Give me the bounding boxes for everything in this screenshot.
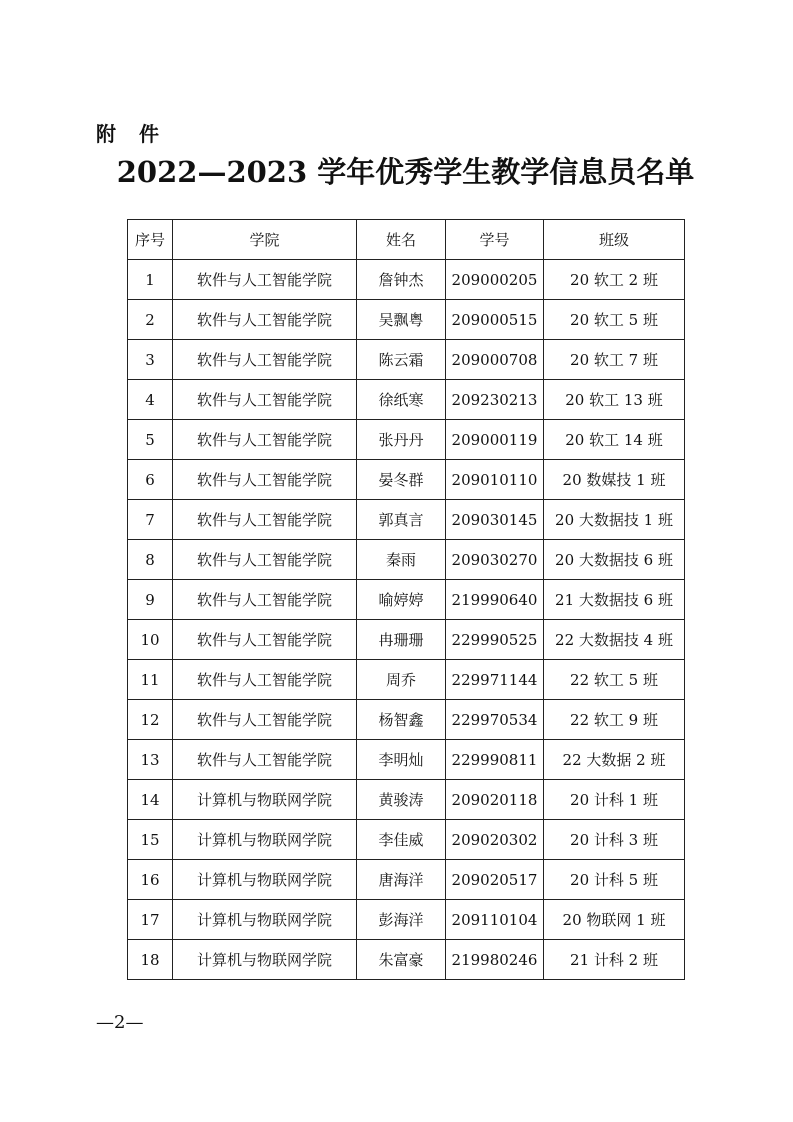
- table-row: [128, 580, 685, 620]
- cell-college: 软件与人工智能学院: [173, 700, 357, 740]
- table-header-row: [128, 220, 685, 260]
- cell-student-id: 209110104: [446, 900, 544, 940]
- cell-student-id: 209000205: [446, 260, 544, 300]
- cell-name: 秦雨: [357, 540, 446, 580]
- cell-college: 计算机与物联网学院: [173, 900, 357, 940]
- cell-class: 20 软工 5 班: [544, 300, 685, 340]
- cell-number: 14: [128, 780, 173, 820]
- cell-student-id: 209230213: [446, 380, 544, 420]
- cell-class: 20 物联网 1 班: [544, 900, 685, 940]
- cell-class: 22 大数据 2 班: [544, 740, 685, 780]
- cell-class: 22 软工 9 班: [544, 700, 685, 740]
- table-row: [128, 500, 685, 540]
- cell-student-id: 209020302: [446, 820, 544, 860]
- header-cell-class: 班级: [544, 220, 685, 260]
- cell-name: 吴飘粤: [357, 300, 446, 340]
- cell-name: 张丹丹: [357, 420, 446, 460]
- cell-class: 22 软工 5 班: [544, 660, 685, 700]
- cell-number: 2: [128, 300, 173, 340]
- cell-number: 5: [128, 420, 173, 460]
- header-cell-student-id: 学号: [446, 220, 544, 260]
- cell-class: 22 大数据技 4 班: [544, 620, 685, 660]
- cell-class: 20 大数据技 1 班: [544, 500, 685, 540]
- header-cell-name: 姓名: [357, 220, 446, 260]
- table-row: [128, 420, 685, 460]
- table-row: [128, 460, 685, 500]
- cell-college: 软件与人工智能学院: [173, 500, 357, 540]
- cell-class: 21 计科 2 班: [544, 940, 685, 980]
- cell-college: 软件与人工智能学院: [173, 420, 357, 460]
- cell-name: 杨智鑫: [357, 700, 446, 740]
- cell-name: 唐海洋: [357, 860, 446, 900]
- cell-number: 18: [128, 940, 173, 980]
- cell-class: 20 计科 5 班: [544, 860, 685, 900]
- cell-name: 黄骏涛: [357, 780, 446, 820]
- cell-name: 徐纸寒: [357, 380, 446, 420]
- cell-student-id: 209020517: [446, 860, 544, 900]
- cell-college: 软件与人工智能学院: [173, 660, 357, 700]
- cell-college: 计算机与物联网学院: [173, 860, 357, 900]
- cell-name: 李明灿: [357, 740, 446, 780]
- cell-class: 20 大数据技 6 班: [544, 540, 685, 580]
- cell-student-id: 209000119: [446, 420, 544, 460]
- cell-class: 20 软工 2 班: [544, 260, 685, 300]
- cell-name: 喻婷婷: [357, 580, 446, 620]
- page-number: —2—: [96, 1012, 144, 1033]
- table-row: [128, 260, 685, 300]
- cell-name: 彭海洋: [357, 900, 446, 940]
- cell-student-id: 209000708: [446, 340, 544, 380]
- cell-name: 冉珊珊: [357, 620, 446, 660]
- cell-number: 16: [128, 860, 173, 900]
- cell-college: 软件与人工智能学院: [173, 260, 357, 300]
- cell-student-id: 219990640: [446, 580, 544, 620]
- cell-name: 郭真言: [357, 500, 446, 540]
- table-row: [128, 900, 685, 940]
- table-row: [128, 340, 685, 380]
- cell-class: 21 大数据技 6 班: [544, 580, 685, 620]
- cell-name: 陈云霜: [357, 340, 446, 380]
- cell-number: 8: [128, 540, 173, 580]
- cell-number: 11: [128, 660, 173, 700]
- cell-college: 软件与人工智能学院: [173, 540, 357, 580]
- cell-number: 4: [128, 380, 173, 420]
- cell-student-id: 229990811: [446, 740, 544, 780]
- cell-college: 计算机与物联网学院: [173, 780, 357, 820]
- table-row: [128, 860, 685, 900]
- cell-college: 软件与人工智能学院: [173, 300, 357, 340]
- cell-number: 10: [128, 620, 173, 660]
- cell-college: 计算机与物联网学院: [173, 820, 357, 860]
- table-row: [128, 780, 685, 820]
- cell-student-id: 229970534: [446, 700, 544, 740]
- cell-college: 计算机与物联网学院: [173, 940, 357, 980]
- cell-number: 1: [128, 260, 173, 300]
- cell-name: 晏冬群: [357, 460, 446, 500]
- table-row: [128, 740, 685, 780]
- table-row: [128, 620, 685, 660]
- cell-student-id: 209000515: [446, 300, 544, 340]
- cell-name: 周乔: [357, 660, 446, 700]
- cell-name: 朱富豪: [357, 940, 446, 980]
- cell-class: 20 计科 3 班: [544, 820, 685, 860]
- cell-student-id: 229971144: [446, 660, 544, 700]
- cell-number: 17: [128, 900, 173, 940]
- table-row: [128, 940, 685, 980]
- table-row: [128, 540, 685, 580]
- cell-number: 3: [128, 340, 173, 380]
- cell-student-id: 209020118: [446, 780, 544, 820]
- cell-college: 软件与人工智能学院: [173, 460, 357, 500]
- cell-college: 软件与人工智能学院: [173, 340, 357, 380]
- cell-name: 詹钟杰: [357, 260, 446, 300]
- cell-class: 20 数媒技 1 班: [544, 460, 685, 500]
- cell-college: 软件与人工智能学院: [173, 620, 357, 660]
- cell-class: 20 软工 14 班: [544, 420, 685, 460]
- cell-number: 12: [128, 700, 173, 740]
- attachment-label: 附 件: [96, 122, 167, 146]
- table-row: [128, 660, 685, 700]
- cell-number: 13: [128, 740, 173, 780]
- cell-number: 9: [128, 580, 173, 620]
- table-body: [128, 260, 685, 980]
- cell-number: 7: [128, 500, 173, 540]
- cell-student-id: 209010110: [446, 460, 544, 500]
- cell-name: 李佳威: [357, 820, 446, 860]
- table-row: [128, 700, 685, 740]
- cell-college: 软件与人工智能学院: [173, 380, 357, 420]
- document-title: 2022—2023 学年优秀学生教学信息员名单: [116, 155, 695, 189]
- cell-student-id: 229990525: [446, 620, 544, 660]
- table-row: [128, 300, 685, 340]
- cell-class: 20 软工 7 班: [544, 340, 685, 380]
- cell-student-id: 209030145: [446, 500, 544, 540]
- table-row: [128, 380, 685, 420]
- header-cell-college: 学院: [173, 220, 357, 260]
- cell-student-id: 219980246: [446, 940, 544, 980]
- table-row: [128, 820, 685, 860]
- student-roster-table: [127, 219, 685, 980]
- cell-class: 20 计科 1 班: [544, 780, 685, 820]
- cell-number: 6: [128, 460, 173, 500]
- cell-student-id: 209030270: [446, 540, 544, 580]
- cell-class: 20 软工 13 班: [544, 380, 685, 420]
- cell-college: 软件与人工智能学院: [173, 580, 357, 620]
- cell-number: 15: [128, 820, 173, 860]
- header-cell-number: 序号: [128, 220, 173, 260]
- cell-college: 软件与人工智能学院: [173, 740, 357, 780]
